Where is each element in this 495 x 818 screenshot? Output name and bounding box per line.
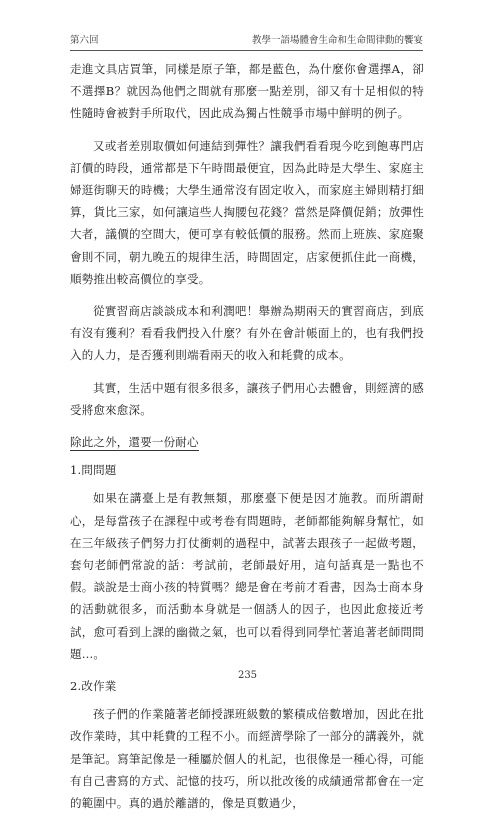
subsection-heading: 1.問問題 (70, 463, 117, 478)
subsection-heading: 2.改作業 (70, 679, 117, 694)
running-header (70, 34, 423, 48)
paragraph: 孩子們的作業隨著老師授課班級數的繁積成倍數增加，因此在批改作業時，其中耗費的工程不小。而經濟學除了一部分的講義外，就是筆記。寫筆記像是一種屬於個人的札記，也很像是一種心得，可能有自己書寫的方式、記憶的技巧，所以批改後的成績通常都會在一定的範圍中。真的過於離譜的，像是頁數過少， (70, 707, 424, 811)
section-heading (70, 431, 424, 453)
body-text (70, 58, 424, 818)
section-heading-text: 除此之外，還要一份耐心 (70, 435, 199, 450)
paragraph: 如果在講臺上是有教無類，那麼臺下便是因才施教。而所謂耐心，是每當孩子在課程中或考卷有問題時，老師都能夠解身幫忙，如在三年級孩子們努力打仗衝刺的過程中，試著去跟孩子一起做考題，套句老師們常說的話：考試前，老師最好用，這句話真是一點也不假。談說是士商小孩的特質嗎？總是會在考前才看書，因為士商本身的活動就很多，而活動本身就是一個誘人的因子，也因此愈接近考試，愈可看到上課的幽微之氣，也可以看得到同學忙著追著老師問問題…。 (70, 491, 424, 661)
chapter-label: 第六回 (70, 35, 99, 46)
running-title: 教學一語場體會生命和生命間律動的饗宴 (251, 35, 423, 46)
paragraph: 其實，生活中題有很多很多，讓孩子們用心去體會，則經濟的感受將愈來愈深。 (70, 380, 424, 417)
paragraph: 從實習商店談談成本和利潤吧！舉辦為期兩天的實習商店，到底有沒有獲利？看看我們投入什麼？有外在會計帳面上的，也有我們投入的人力，是否獲利則端看兩天的收入和耗費的成本。 (70, 304, 424, 363)
header-divider (70, 50, 423, 51)
paragraph: 走進文具店買筆，同樣是原子筆，都是藍色，為什麼你會選擇A，卻不選擇B？就因為他們之間就有那麼一點差別，卻又有十足相似的特性隨時會被對手所取代，因此成為獨占性競爭市場中鮮明的例子。 (70, 62, 424, 121)
paragraph: 又或者差別取價如何連結到彈性？讓我們看看現今吃到飽專門店訂價的時段，通常都是下午時間最便宜，因為此時是大學生、家庭主婦逛街聊天的時機；大學生通常沒有固定收入，而家庭主婦則精打細算，貨比三家，如何讓這些人掏腰包花錢？當然是降價促銷；放彈性大者，議價的空間大，便可享有較低價的服務。然而上班族、家庭聚會則不同，朝九晚五的規律生活，時間固定，店家便抓住此一商機，順勢推出較高價位的享受。 (70, 138, 424, 286)
page-number: 235 (237, 670, 258, 681)
